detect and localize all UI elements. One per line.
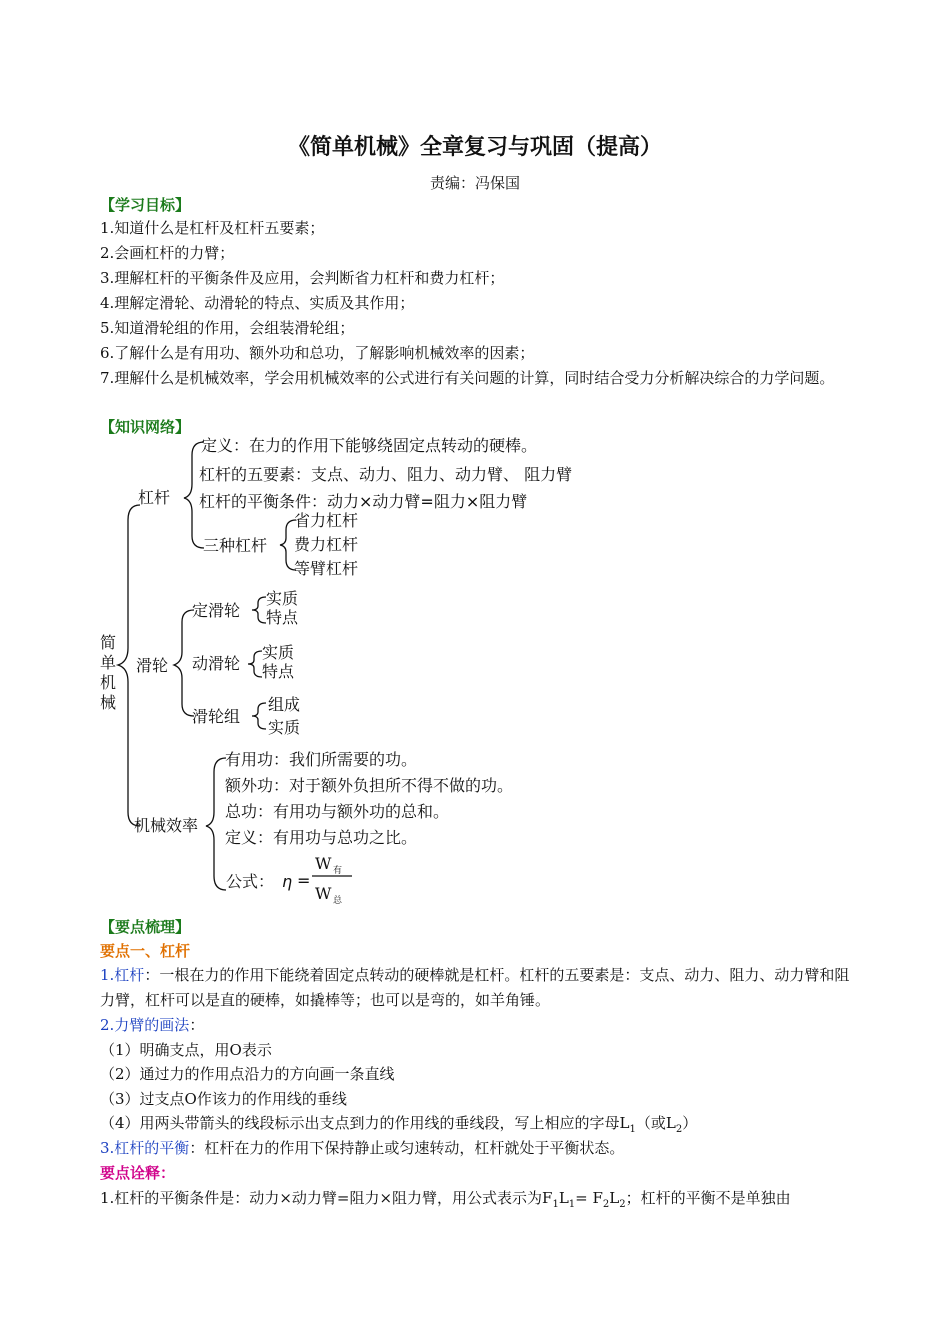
subscript-1: 1 (629, 1124, 636, 1135)
point-lever-label: 1.杠杆 (100, 966, 145, 984)
point-lever-balance-text: ：杠杆在力的作用下保持静止或匀速转动，杠杆就处于平衡状态。 (189, 1139, 625, 1157)
step4-text: （或L (635, 1114, 676, 1132)
goal-item: 2.会画杠杆的力臂； (100, 244, 235, 262)
node-formula-label: 公式： (226, 872, 275, 891)
goal-item: 7.理解什么是机械效率，学会用机械效率的公式进行有关问题的计算，同时结合受力分析解决综合的力学问题。 (100, 369, 835, 387)
step4-text: （4）用两头带箭头的线段标示出支点到力的作用线的垂线段，写上相应的字母L (100, 1114, 630, 1132)
root-char: 机 (100, 673, 117, 692)
point-moment-arm-heading (100, 1013, 860, 1038)
point-lever-paragraph (100, 963, 860, 1013)
subscript-1: 1 (552, 1199, 559, 1210)
explanation-text: 1.杠杆的平衡条件是：动力×动力臂=阻力×阻力臂，用公式表示为F (100, 1189, 553, 1207)
moment-arm-step: （1）明确支点，用O表示 (100, 1041, 272, 1059)
node-lever-type: 费力杠杆 (294, 535, 359, 554)
goal-item: 5.知道滑轮组的作用，会组装滑轮组； (100, 319, 355, 337)
moment-arm-step: （3）过支点O作该力的作用线的垂线 (100, 1090, 347, 1108)
section-points-heading: 【要点梳理】 (100, 918, 191, 936)
point-lever-balance-label: 3.杠杆的平衡 (100, 1139, 190, 1157)
node-three-levers: 三种杠杆 (203, 536, 268, 555)
subscript-2: 2 (675, 1124, 683, 1135)
formula-numerator-w: W (315, 854, 332, 873)
goal-item: 4.理解定滑轮、动滑轮的特点、实质及其作用； (100, 294, 415, 312)
goal-item: 6.了解什么是有用功、额外功和总功，了解影响机械效率的因素； (100, 344, 535, 362)
node-essence: 实质 (266, 589, 299, 608)
goal-item: 3.理解杠杆的平衡条件及应用，会判断省力杠杆和费力杠杆； (100, 269, 505, 287)
page-title: 《简单机械》全章复习与巩固（提高） (287, 135, 662, 160)
node-lever-type: 省力杠杆 (294, 511, 359, 530)
node-composition: 组成 (268, 695, 301, 714)
node-extra-work: 额外功：对于额外负担所不得不做的功。 (225, 776, 514, 795)
point-moment-arm-label: 2.力臂的画法 (100, 1016, 190, 1034)
subscript-2: 2 (602, 1199, 610, 1210)
section-network-heading: 【知识网络】 (100, 418, 191, 436)
node-feature: 特点 (266, 608, 299, 627)
point-one-title: 要点一、杠杆 (100, 942, 191, 960)
point-lever-text: ：一根在力的作用下能绕着固定点转动的硬棒就是杠杆。杠杆的五要素是：支点、动力、阻力、动力臂和阻力臂，杠杆可以是直的硬棒，如撬棒等；也可以是弯的，如羊角锤。 (100, 966, 850, 1009)
formula-denominator-subscript: 总 (333, 896, 343, 906)
formula-eta: η (282, 872, 293, 891)
point-lever-balance (100, 1136, 860, 1161)
explanation-text: L (609, 1189, 620, 1207)
subscript-1: 1 (568, 1199, 576, 1210)
node-lever-five-elements: 杠杆的五要素：支点、动力、阻力、动力臂、 阻力臂 (199, 465, 573, 484)
formula-numerator-subscript: 有 (333, 866, 343, 876)
editor-line: 责编：冯保国 (429, 174, 520, 192)
node-useful-work: 有用功：我们所需要的功。 (225, 750, 418, 769)
node-moving-pulley: 动滑轮 (192, 654, 241, 673)
colon: ： (189, 1016, 205, 1034)
node-essence: 实质 (268, 718, 301, 737)
formula-denominator-w: W (315, 884, 332, 903)
node-essence: 实质 (262, 643, 295, 662)
node-pulley-block: 滑轮组 (192, 707, 241, 726)
node-lever-balance: 杠杆的平衡条件：动力×动力臂=阻力×阻力臂 (199, 492, 528, 511)
step4-text: ） (682, 1114, 698, 1132)
moment-arm-step: （2）通过力的作用点沿力的方向画一条直线 (100, 1065, 395, 1083)
node-efficiency-definition: 定义：有用功与总功之比。 (225, 828, 418, 847)
explanation-text: ；杠杆的平衡不是单独由 (625, 1189, 791, 1207)
section-goals-heading: 【学习目标】 (100, 196, 191, 214)
explanation-item (100, 1186, 860, 1217)
goal-item: 1.知道什么是杠杆及杠杆五要素； (100, 219, 325, 237)
node-efficiency: 机械效率 (134, 816, 199, 835)
node-total-work: 总功：有用功与额外功的总和。 (225, 802, 450, 821)
node-lever-type: 等臂杠杆 (294, 559, 359, 578)
node-fixed-pulley: 定滑轮 (192, 601, 241, 620)
node-lever-definition: 定义：在力的作用下能够绕固定点转动的硬棒。 (201, 436, 538, 455)
root-char: 简 (100, 633, 117, 652)
root-char: 单 (100, 653, 117, 672)
formula-equals: = (297, 871, 311, 890)
explanation-text: L (558, 1189, 569, 1207)
explanation-text: = F (575, 1189, 603, 1207)
node-pulley: 滑轮 (136, 656, 169, 675)
node-lever: 杠杆 (138, 488, 171, 507)
subscript-2: 2 (619, 1199, 626, 1210)
root-char: 械 (100, 693, 117, 712)
node-feature: 特点 (262, 662, 295, 681)
explanation-title: 要点诠释： (100, 1164, 176, 1182)
